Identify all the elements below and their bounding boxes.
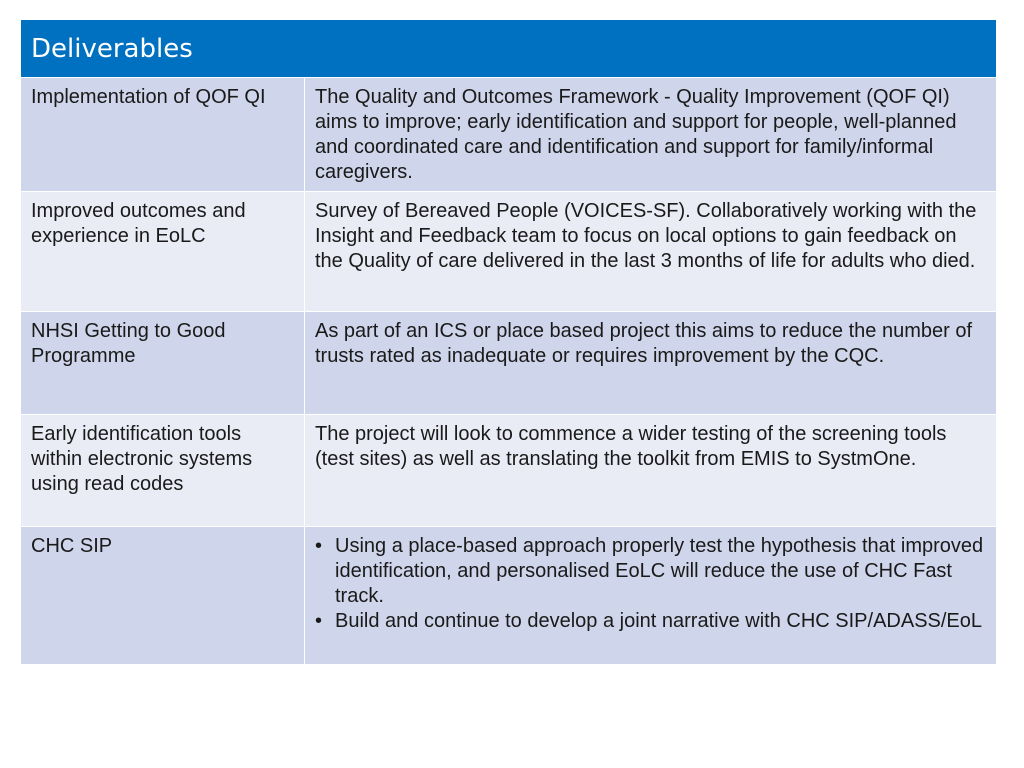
bullet-icon: • [315,610,323,632]
deliverable-description: As part of an ICS or place based project this aims to reduce the number of trusts rated as inadequate or requires improvement by the CQC. [305,312,997,415]
table-row [21,527,997,665]
bullet-icon: • [315,535,323,557]
header-row [21,20,997,78]
bullet-text: Using a place-based approach properly test the hypothesis that improved identification, and personalised EoLC will reduce the use of CHC Fast track. [335,535,984,607]
deliverable-name: CHC SIP [21,527,305,665]
deliverable-name: NHSI Getting to Good Programme [21,312,305,415]
table-row [21,192,997,312]
deliverable-description: The project will look to commence a wider testing of the screening tools (test sites) as well as translating the toolkit from EMIS to SystmOne. [305,415,997,527]
deliverable-name: Early identification tools within electronic systems using read codes [21,415,305,527]
table-title: Deliverables [21,20,997,78]
deliverable-description: Survey of Bereaved People (VOICES-SF). Collaboratively working with the Insight and Feedback team to focus on local options to gain feedback on the Quality of care delivered in the last 3 months of life for adults who died. [305,192,997,312]
table-row [21,78,997,192]
deliverable-description [305,527,997,665]
bullet-list [315,534,986,634]
table-row [21,312,997,415]
list-item [315,609,986,634]
table-row [21,415,997,527]
deliverables-table [20,19,997,665]
deliverable-name: Implementation of QOF QI [21,78,305,192]
deliverable-name: Improved outcomes and experience in EoLC [21,192,305,312]
deliverable-description: The Quality and Outcomes Framework - Quality Improvement (QOF QI) aims to improve; early identification and support for people, well-planned and coordinated care and identification and support for family/informal caregivers. [305,78,997,192]
list-item [315,534,986,609]
bullet-text: Build and continue to develop a joint narrative with CHC SIP/ADASS/EoL [335,610,983,632]
